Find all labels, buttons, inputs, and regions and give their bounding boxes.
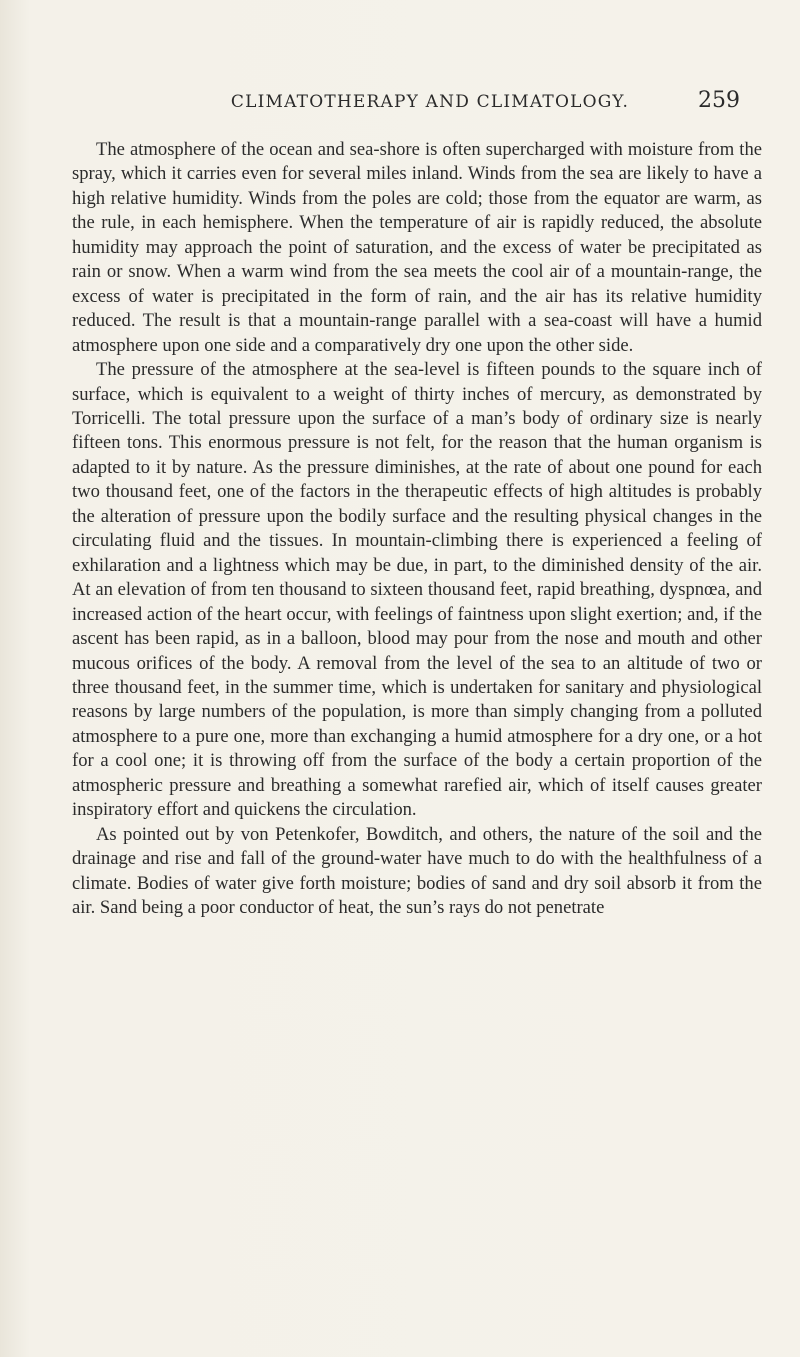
page-number: 259 [698, 88, 740, 113]
paragraph-atmospheric-pressure: The pressure of the atmosphere at the sea-level is fifteen pounds to the square inch of surface, which is equivalent to a weight of thirty inches of mercury, as demonstrated by Torricelli. The total pressure upon the surface of a man’s body of ordinary size is nearly fifteen tons. This enormous pressure is not felt, for the reason that the human organism is adapted to it by nature. As the pressure diminishes, at the rate of about one pound for each two thousand feet, one of the factors in the therapeutic effects of high altitudes is probably the alteration of pressure upon the bodily surface and the resulting physical changes in the circulating fluid and the tissues. In mountain-climbing there is experienced a feeling of exhilaration and a lightness which may be due, in part, to the diminished density of the air. At an elevation of from ten thousand to sixteen thousand feet, rapid breathing, dyspnœa, and increased action of the heart occur, with feelings of faintness upon slight exertion; and, if the ascent has been rapid, as in a balloon, blood may pour from the nose and mouth and other mucous orifices of the body. A removal from the level of the sea to an altitude of two or three thousand feet, in the summer time, which is undertaken for sanitary and physiological reasons by large numbers of the population, is more than simply changing from a polluted atmosphere to a pure one, more than exchanging a humid atmosphere for a dry one, or a hot for a cool one; it is throwing off from the surface of the body a certain proportion of the atmospheric pressure and breathing a somewhat rarefied air, which of itself causes greater inspiratory effort and quickens the circulation. [72, 359, 762, 821]
paragraph-atmosphere-moisture: The atmosphere of the ocean and sea-shore is often supercharged with moisture from the spray, which it carries even for several miles inland. Winds from the sea are likely to have a high relative humidity. Winds from the poles are cold; those from the equator are warm, as the rule, in each hemisphere. When the temperature of air is rapidly reduced, the absolute humidity may approach the point of saturation, and the excess of water be precipitated as rain or snow. When a warm wind from the sea meets the cool air of a mountain-range, the excess of water is precipitated in the form of rain, and the air has its relative humidity reduced. The result is that a mountain-range parallel with a sea-coast will have a humid atmosphere upon one side and a comparatively dry one upon the other side. [72, 139, 762, 356]
page-header [120, 88, 740, 120]
body-text [72, 138, 762, 921]
paragraph-soil-drainage: As pointed out by von Petenkofer, Bowditch, and others, the nature of the soil and the drainage and rise and fall of the ground-water have much to do with the healthfulness of a climate. Bodies of water give forth moisture; bodies of sand and dry soil absorb it from the air. Sand being a poor conductor of heat, the sun’s rays do not penetrate [72, 823, 762, 919]
running-head: CLIMATOTHERAPY AND CLIMATOLOGY. [230, 92, 630, 112]
